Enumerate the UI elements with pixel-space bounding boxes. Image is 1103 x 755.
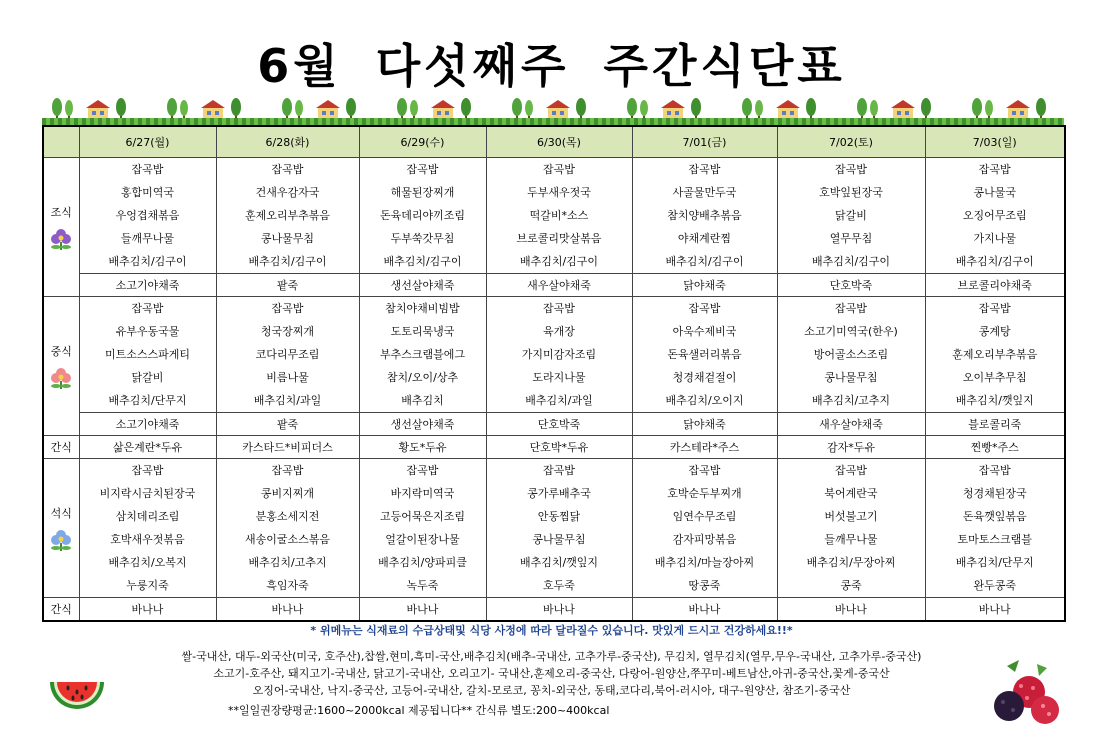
flower-icon [48, 527, 74, 551]
menu-item: 배추김치/과일 [253, 394, 322, 407]
menu-item: 잡곡밥 [406, 163, 439, 176]
menu-item: 얼갈이된장나물 [385, 533, 460, 546]
menu-item: 방어골소스조림 [813, 348, 889, 361]
menu-item: 잡곡밥 [688, 464, 721, 477]
menu-item: 돈육깻잎볶음 [962, 510, 1027, 523]
snack-cell: 바나나 [486, 598, 632, 622]
menu-item: 우엉겹채볶음 [115, 209, 180, 222]
menu-item: 잡곡밥 [271, 163, 304, 176]
origin-line: 쌀-국내산, 대두-외국산(미국, 호주산),찹쌀,현미,흑미-국산,배추김치(배추-국내산, 고추가루-중국산), 무김치, 열무김치(열무,무우-국내산, 고추가루-중국산) [181, 650, 922, 663]
menu-item: 배추김치/김구이 [248, 255, 327, 268]
menu-item: 삼치데리조림 [115, 510, 180, 523]
breakfast-label-cell [43, 158, 79, 297]
menu-item: 유부우동국물 [115, 325, 180, 338]
snack-cell: 삶은계란*두유 [79, 436, 216, 459]
porridge-cell: 브로콜리야채죽 [925, 274, 1065, 297]
corner-cell [43, 126, 79, 158]
menu-item: 배추김치/양파피클 [378, 556, 467, 569]
menu-item: 청국장찌개 [260, 325, 315, 338]
menu-item: 배추김치/오복지 [108, 556, 187, 569]
page-title: 6월 다섯째주 주간식단표 [257, 39, 846, 93]
menu-item: 브로콜리맛살볶음 [516, 232, 602, 245]
meal-label: 조식 [50, 206, 72, 219]
snack-cell: 황도*두유 [359, 436, 486, 459]
menu-item: 배추김치/무장아찌 [806, 556, 896, 569]
menu-item: 분홍소세지전 [255, 510, 320, 523]
snack-cell: 감자*두유 [777, 436, 925, 459]
menu-item: 잡곡밥 [406, 464, 439, 477]
menu-item: 바지락미역국 [390, 487, 455, 500]
porridge-cell: 새우살야채죽 [777, 413, 925, 436]
origin-line: 소고기-호주산, 돼지고기-국내산, 닭고기-국내산, 오리고기- 국내산,훈제오리-중국산, 다랑어-원양산,쭈꾸미-베트남산,아귀-중국산,꽃게-중국산 [213, 667, 890, 680]
menu-item: 고등어묵은지조림 [379, 510, 465, 523]
menu-cell [216, 297, 359, 413]
menu-item: 감자피망볶음 [672, 533, 737, 546]
menu-item: 들깨무나물 [824, 533, 878, 546]
snack-cell: 바나나 [216, 598, 359, 622]
meal-label: 간식 [50, 603, 72, 616]
porridge-cell: 닭야채죽 [632, 274, 777, 297]
menu-cell [79, 158, 216, 274]
watermelon-icon [46, 668, 108, 730]
menu-cell [79, 297, 216, 413]
menu-item: 콩나물국 [973, 186, 1016, 199]
menu-item: 훈제오리부추볶음 [952, 348, 1038, 361]
snack-cell: 바나나 [632, 598, 777, 622]
day-header-row [43, 126, 1065, 158]
menu-item: 잡곡밥 [543, 302, 575, 315]
day-header: 7/01(금) [632, 126, 777, 158]
snack-cell: 바나나 [79, 598, 216, 622]
menu-cell [777, 158, 925, 274]
menu-item: 북어계란국 [824, 487, 878, 500]
menu-item: 임연수무조림 [672, 510, 737, 523]
breakfast-porridge-row [43, 274, 1065, 297]
menu-cell [925, 459, 1065, 598]
porridge-cell: 단호박죽 [777, 274, 925, 297]
menu-item: 청경채된장국 [962, 487, 1027, 500]
menu-item: 잡곡밥 [271, 464, 304, 477]
menu-item: 홍합미역국 [120, 186, 175, 199]
menu-cell [216, 158, 359, 274]
menu-item: 땅콩죽 [688, 579, 721, 592]
menu-item: 배추김치/과일 [525, 394, 593, 407]
menu-item: 호박순두부찌개 [667, 487, 742, 500]
porridge-cell: 닭야채죽 [632, 413, 777, 436]
menu-item: 배추김치 [401, 394, 444, 407]
lunch-porridge-row [43, 413, 1065, 436]
menu-item: 호박새우젓볶음 [110, 533, 185, 546]
porridge-cell: 새우살야채죽 [486, 274, 632, 297]
menu-item: 배추김치/고추지 [248, 556, 327, 569]
snack-cell: 바나나 [777, 598, 925, 622]
menu-item: 돈육샐러리볶음 [667, 348, 742, 361]
lunch-row [43, 297, 1065, 413]
porridge-cell: 단호박죽 [486, 413, 632, 436]
menu-item: 코다리무조림 [255, 348, 320, 361]
menu-item: 비름나물 [266, 371, 309, 384]
snack-cell: 찐빵*주스 [925, 436, 1065, 459]
menu-item: 열무무침 [829, 232, 873, 245]
menu-item: 참치야채비빔밥 [385, 302, 460, 315]
snack-cell: 바나나 [359, 598, 486, 622]
menu-item: 잡곡밥 [543, 163, 575, 176]
menu-item: 새송이굴소스볶음 [244, 533, 330, 546]
menu-item: 완두콩죽 [973, 579, 1016, 592]
porridge-cell: 소고기야채죽 [79, 413, 216, 436]
menu-item: 떡갈비*소스 [529, 209, 589, 222]
menu-item: 사골물만두국 [672, 186, 737, 199]
flower-icon [48, 226, 74, 250]
menu-cell [632, 297, 777, 413]
snack-cell: 카스테라*주스 [632, 436, 777, 459]
menu-item: 참치양배추볶음 [667, 209, 742, 222]
menu-item: 미트소스스파게티 [104, 348, 190, 361]
menu-cell [632, 158, 777, 274]
dinner-row [43, 459, 1065, 598]
menu-item: 배추김치/김구이 [519, 255, 599, 268]
menu-item: 콩계탕 [978, 325, 1011, 338]
menu-item: 가지나물 [973, 232, 1016, 245]
menu-cell [359, 459, 486, 598]
snack1-row [43, 436, 1065, 459]
menu-item: 배추김치/단무지 [108, 394, 187, 407]
menu-cell [777, 297, 925, 413]
menu-item: 청경채겉절이 [672, 371, 737, 384]
menu-item: 배추김치/김구이 [108, 255, 187, 268]
menu-item: 해물된장찌개 [390, 186, 455, 199]
snack1-label-cell [43, 436, 79, 459]
day-header: 6/27(월) [79, 126, 216, 158]
menu-item: 배추김치/고추지 [811, 394, 891, 407]
porridge-cell: 소고기야채죽 [79, 274, 216, 297]
menu-item: 아욱수제비국 [672, 325, 737, 338]
meal-label: 석식 [50, 507, 72, 520]
breakfast-row [43, 158, 1065, 274]
menu-cell [359, 158, 486, 274]
menu-item: 소고기미역국(한우) [804, 325, 898, 338]
menu-item: 오이부추무침 [962, 371, 1027, 384]
grass-strip [42, 118, 1064, 125]
menu-item: 야채계란찜 [677, 232, 732, 245]
berries-icon [985, 658, 1069, 734]
menu-item: 비지락시금치된장국 [99, 487, 196, 500]
menu-item: 도토리묵냉국 [390, 325, 455, 338]
menu-item: 버섯불고기 [824, 510, 878, 523]
menu-item: 콩가루배추국 [527, 487, 591, 500]
menu-item: 돈육데리야끼조림 [379, 209, 465, 222]
menu-item: 녹두죽 [406, 579, 439, 592]
menu-cell [486, 297, 632, 413]
menu-item: 배추김치/깻잎지 [519, 556, 599, 569]
day-header: 6/28(화) [216, 126, 359, 158]
menu-item: 잡곡밥 [835, 464, 867, 477]
day-header: 6/30(목) [486, 126, 632, 158]
menu-cell [632, 459, 777, 598]
menu-item: 안동찜닭 [537, 510, 581, 523]
menu-item: 잡곡밥 [978, 464, 1011, 477]
menu-cell [486, 158, 632, 274]
menu-item: 들깨무나물 [120, 232, 175, 245]
menu-item: 두부쑥갓무침 [390, 232, 455, 245]
menu-item: 토마토스크램블 [957, 533, 1032, 546]
menu-table [42, 125, 1066, 622]
menu-item: 콩죽 [840, 579, 862, 592]
menu-item: 잡곡밥 [271, 302, 304, 315]
menu-item: 배추김치/마늘장아찌 [654, 556, 755, 569]
porridge-cell: 블로콜리죽 [925, 413, 1065, 436]
day-header: 7/02(토) [777, 126, 925, 158]
dinner-label-cell [43, 459, 79, 598]
porridge-cell: 팥죽 [216, 274, 359, 297]
porridge-cell: 생선살야채죽 [359, 413, 486, 436]
menu-item: 호박잎된장국 [819, 186, 883, 199]
menu-item: 닭갈비 [131, 371, 164, 384]
snack-cell: 카스타드*비피더스 [216, 436, 359, 459]
notice-text: * 위메뉴는 식재료의 수급상태및 식당 사정에 따라 달라질수 있습니다. 맛있게 드시고 건강하세요!!* [310, 624, 793, 637]
porridge-cell: 팥죽 [216, 413, 359, 436]
menu-item: 배추김치/오이지 [665, 394, 744, 407]
menu-item: 오징어무조림 [962, 209, 1027, 222]
menu-item: 육개장 [543, 325, 575, 338]
snack2-label-cell [43, 598, 79, 622]
menu-cell [777, 459, 925, 598]
menu-item: 배추김치/김구이 [383, 255, 462, 268]
day-header: 6/29(수) [359, 126, 486, 158]
calorie-note: **일일권장량평균:1600~2000kcal 제공됩니다** 간식류 별도:200~400kcal [228, 704, 610, 717]
menu-item: 배추김치/단무지 [955, 556, 1034, 569]
menu-item: 닭갈비 [835, 209, 867, 222]
origin-info [0, 648, 1103, 699]
menu-item: 훈제오리부추볶음 [244, 209, 330, 222]
menu-item: 잡곡밥 [978, 163, 1011, 176]
menu-item: 콩비지찌개 [260, 487, 315, 500]
menu-item: 잡곡밥 [835, 302, 867, 315]
menu-item: 두부새우젓국 [527, 186, 591, 199]
menu-item: 콩나물무침 [532, 533, 586, 546]
menu-item: 부추스크램블에그 [379, 348, 465, 361]
menu-item: 도라지나물 [532, 371, 586, 384]
origin-line: 오징어-국내산, 낙지-중국산, 고등어-국내산, 갈치-모로코, 꽁치-외국산, 동태,코다리,북어-러시아, 대구-원양산, 참조기-중국산 [252, 684, 851, 697]
snack-cell: 단호박*두유 [486, 436, 632, 459]
menu-item: 잡곡밥 [688, 302, 721, 315]
menu-item: 배추김치/깻잎지 [955, 394, 1034, 407]
menu-item: 참치/오이/상추 [386, 371, 459, 384]
menu-cell [925, 297, 1065, 413]
lunch-label-cell [43, 297, 79, 436]
menu-item: 콩나물무침 [824, 371, 878, 384]
menu-item: 잡곡밥 [835, 163, 867, 176]
menu-item: 잡곡밥 [131, 163, 164, 176]
menu-item: 배추김치/김구이 [665, 255, 744, 268]
menu-item: 잡곡밥 [543, 464, 575, 477]
snack-cell: 바나나 [925, 598, 1065, 622]
flower-icon [48, 365, 74, 389]
menu-item: 잡곡밥 [978, 302, 1011, 315]
menu-cell [79, 459, 216, 598]
menu-cell [925, 158, 1065, 274]
snack2-row [43, 598, 1065, 622]
meal-label: 중식 [50, 345, 72, 358]
menu-item: 콩나물무침 [260, 232, 315, 245]
menu-cell [216, 459, 359, 598]
menu-cell [486, 459, 632, 598]
meal-label: 간식 [50, 441, 72, 454]
day-header: 7/03(일) [925, 126, 1065, 158]
menu-item: 잡곡밥 [688, 163, 721, 176]
menu-item: 누룽지죽 [126, 579, 169, 592]
menu-item: 잡곡밥 [131, 464, 164, 477]
menu-item: 가지미감자조림 [521, 348, 597, 361]
menu-item: 흑임자죽 [266, 579, 309, 592]
menu-item: 배추김치/김구이 [955, 255, 1034, 268]
menu-cell [359, 297, 486, 413]
menu-item: 배추김치/김구이 [811, 255, 891, 268]
menu-item: 건새우감자국 [255, 186, 320, 199]
menu-item: 호두죽 [543, 579, 575, 592]
porridge-cell: 생선살야채죽 [359, 274, 486, 297]
menu-item: 잡곡밥 [131, 302, 164, 315]
